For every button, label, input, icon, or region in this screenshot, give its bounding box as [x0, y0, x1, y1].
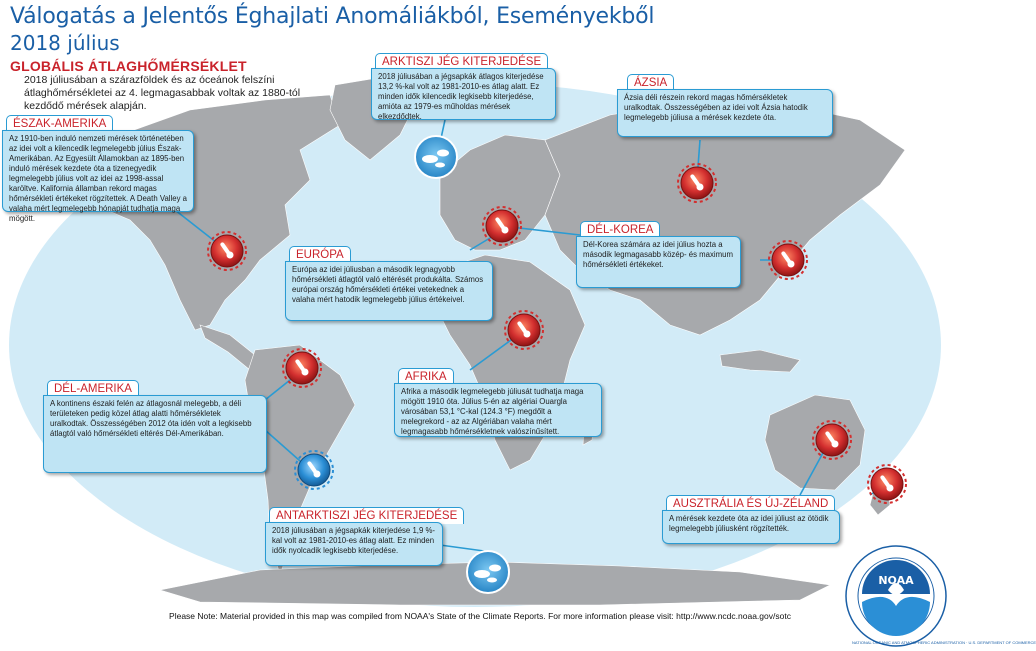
warm-marker-new-zealand	[868, 465, 906, 503]
south-korea-box	[576, 236, 741, 288]
europe-box	[285, 261, 493, 321]
africa-box	[394, 383, 602, 437]
noaa-logo	[846, 546, 1036, 646]
asia-text: Ázsia déli részein rekord magas hőmérsékletek uralkodtak. Összességében az idei volt Ázsia hatodik legmelegebb júliusa a mérések kezdete óta.	[624, 93, 808, 122]
arctic-text: 2018 júliusában a jégsapkák átlagos kiterjedése 13,2 %-kal volt az 1981-2010-es átlag alatt. Ez minden idők kilencedik legkisebb kiterjedése, amióta az 1979-es műholdas mérések elkezdődtek.	[378, 72, 544, 121]
warm-marker-africa	[505, 311, 543, 349]
australia-title: AUSZTRÁLIA ÉS ÚJ-ZÉLAND	[666, 495, 835, 512]
ice-marker-antarctic	[467, 551, 509, 593]
europe-text: Európa az idei júliusban a második legnagyobb hőmérsékleti átlagtól való eltérését produkálta. Számos európai ország hőmérsékleti értékei vetekednek a valaha mért hatodik legmelegebb július értékeivel.	[292, 265, 484, 304]
warm-marker-asia	[678, 164, 716, 202]
south-america-title: DÉL-AMERIKA	[47, 380, 139, 397]
warm-marker-usa	[208, 232, 246, 270]
arctic-title: ARKTISZI JÉG KITERJEDÉSE	[375, 53, 548, 70]
warm-marker-australia	[813, 421, 851, 459]
australia-box	[662, 510, 840, 544]
warm-marker-europe	[483, 207, 521, 245]
north-america-text: Az 1910-ben induló nemzeti mérések történetében az idei volt a kilencedik legmelegebb július Észak-Amerikában. Az Egyesült Államokban az 1895-ben induló mérések kezdete óta a tizenegyedik legmelegebb július volt az idei az 1998-assal karöltve. Kalifornia államban rekord magas hőmérsékleti értékeket rögzítettek. A Death Valley a valaha mért legmelegebb hónapját tudhatja maga mögött.	[9, 134, 187, 223]
south-america-box	[43, 395, 267, 473]
south-korea-title: DÉL-KOREA	[580, 221, 660, 238]
africa-text: Afrika a második legmelegebb júliusát tudhatja maga mögött 1910 óta. Július 5-én az algériai Ouargla városában 53,1 °C-kal (124.3 °F) megdőlt a melegrekord - az az Algériában valaha mért legmagasabb hőmérsékletnek valószínűsített.	[401, 387, 584, 436]
noaa-logo-ring-text: NATIONAL OCEANIC AND ATMOSPHERIC ADMINISTRATION · U.S. DEPARTMENT OF COMMERCE	[852, 640, 1036, 645]
north-america-box	[2, 130, 194, 223]
ice-marker-arctic	[415, 136, 457, 178]
antarctic-text: 2018 júliusában a jégsapkák kiterjedése 1,9 %-kal volt az 1981-2010-es átlag alatt. Ez minden idők nyolcadik legkisebb kiterjedése.	[272, 526, 435, 555]
arctic-box	[371, 68, 556, 120]
footer-note: Please Note: Material provided in this map was compiled from NOAA's State of the Climate Reports. For more information please visit: http://www.ncdc.noaa.gov/sotc	[169, 611, 791, 621]
cool-marker-south-america	[295, 451, 333, 489]
south-korea-text: Dél-Korea számára az idei július hozta a második legmagasabb közép- és maximum hőmérsékleti értékeket.	[583, 240, 733, 269]
south-america-text: A kontinens északi felén az átlagosnál melegebb, a déli területeken pedig közel átlag alatti hőmérsékletek uralkodtak. Összességében 2012 óta idén volt a legkisebb átlagtól való hőmérsékleti eltérés Dél-Amerikában.	[50, 399, 252, 438]
antarctic-box	[265, 522, 443, 566]
africa-title: AFRIKA	[398, 368, 454, 385]
europe-title: EURÓPA	[289, 246, 351, 263]
asia-title: ÁZSIA	[627, 74, 674, 91]
global-text: 2018 júliusában a szárazföldek és az óceánok felszíni átlaghőmérsékletei az 4. legmagasabbak voltak az 1880-tól kezdődő mérések alapján.	[24, 74, 301, 112]
page-subtitle: 2018 július	[10, 31, 120, 55]
page-title: Válogatás a Jelentős Éghajlati Anomáliákból, Eseményekből	[10, 4, 655, 29]
global-heading: GLOBÁLIS ÁTLAGHŐMÉRSÉKLET	[10, 58, 247, 74]
australia-text: A mérések kezdete óta az idei júliust az ötödik legmelegebb júliusként rögzítették.	[669, 514, 829, 533]
antarctic-title: ANTARKTISZI JÉG KITERJEDÉSE	[269, 507, 464, 524]
north-america-title: ÉSZAK-AMERIKA	[6, 115, 113, 132]
warm-marker-south-america	[283, 349, 321, 387]
asia-box	[617, 89, 833, 137]
noaa-logo-text: NOAA	[878, 574, 914, 587]
warm-marker-south-korea	[769, 241, 807, 279]
